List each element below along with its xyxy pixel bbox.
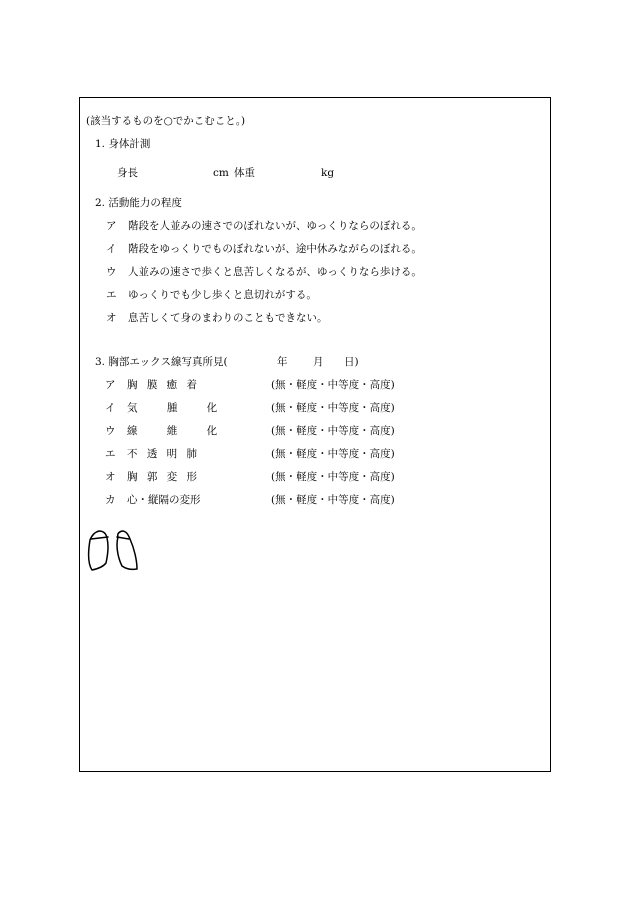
height-unit: cm: [213, 167, 229, 179]
finding-label: 気 腫 化: [127, 402, 218, 414]
finding-row: [105, 378, 405, 392]
activity-option-mark: オ: [106, 312, 117, 324]
finding-label: 心・縦隔の変形: [127, 494, 201, 506]
finding-row: [105, 401, 405, 415]
date-year-label: 年: [277, 356, 288, 368]
section1-title: 1. 身体計測: [95, 138, 151, 150]
section2-title: 2. 活動能力の程度: [95, 197, 182, 209]
finding-scale: (無・軽度・中等度・高度): [271, 448, 395, 460]
finding-row: [105, 493, 405, 507]
finding-mark: オ: [105, 471, 116, 483]
finding-row: [105, 447, 405, 461]
finding-scale: (無・軽度・中等度・高度): [271, 471, 395, 483]
height-label: 身長: [117, 167, 138, 179]
finding-mark: イ: [105, 402, 116, 414]
activity-option-text: 人並みの速さで歩くと息苦しくなるが、ゆっくりなら歩ける。: [128, 266, 422, 278]
finding-scale: (無・軽度・中等度・高度): [271, 425, 395, 437]
finding-mark: ア: [105, 379, 116, 391]
date-month-label: 月: [313, 356, 324, 368]
finding-row: [105, 424, 405, 438]
finding-label: 胸 膜 癒 着: [127, 379, 198, 391]
finding-label: 胸 郭 変 形: [127, 471, 198, 483]
activity-option-mark: イ: [106, 243, 117, 255]
activity-option-text: 階段をゆっくりでものぼれないが、途中休みながらのぼれる。: [128, 243, 422, 255]
lungs-sketch-icon: [86, 526, 142, 574]
finding-scale: (無・軽度・中等度・高度): [271, 402, 395, 414]
weight-label: 体重: [234, 167, 255, 179]
finding-mark: ウ: [105, 425, 116, 437]
finding-label: 線 維 化: [127, 425, 218, 437]
activity-option-text: 息苦しくて身のまわりのこともできない。: [128, 312, 328, 324]
finding-scale: (無・軽度・中等度・高度): [271, 379, 395, 391]
activity-option-mark: ウ: [106, 266, 117, 278]
weight-unit: kg: [321, 167, 335, 179]
finding-row: [105, 470, 405, 484]
activity-option-mark: エ: [106, 289, 117, 301]
activity-option-text: ゆっくりでも少し歩くと息切れがする。: [128, 289, 317, 301]
section3-title: 3. 胸部エックス線写真所見(: [95, 356, 228, 368]
activity-option-text: 階段を人並みの速さでのぼれないが、ゆっくりならのぼれる。: [128, 220, 422, 232]
finding-label: 不 透 明 肺: [127, 448, 198, 460]
finding-mark: エ: [105, 448, 116, 460]
finding-mark: カ: [105, 494, 116, 506]
activity-option-mark: ア: [106, 220, 117, 232]
finding-scale: (無・軽度・中等度・高度): [271, 494, 395, 506]
instruction-text: (該当するものを○でかこむこと。): [86, 115, 246, 127]
date-day-label: 日): [344, 356, 359, 368]
